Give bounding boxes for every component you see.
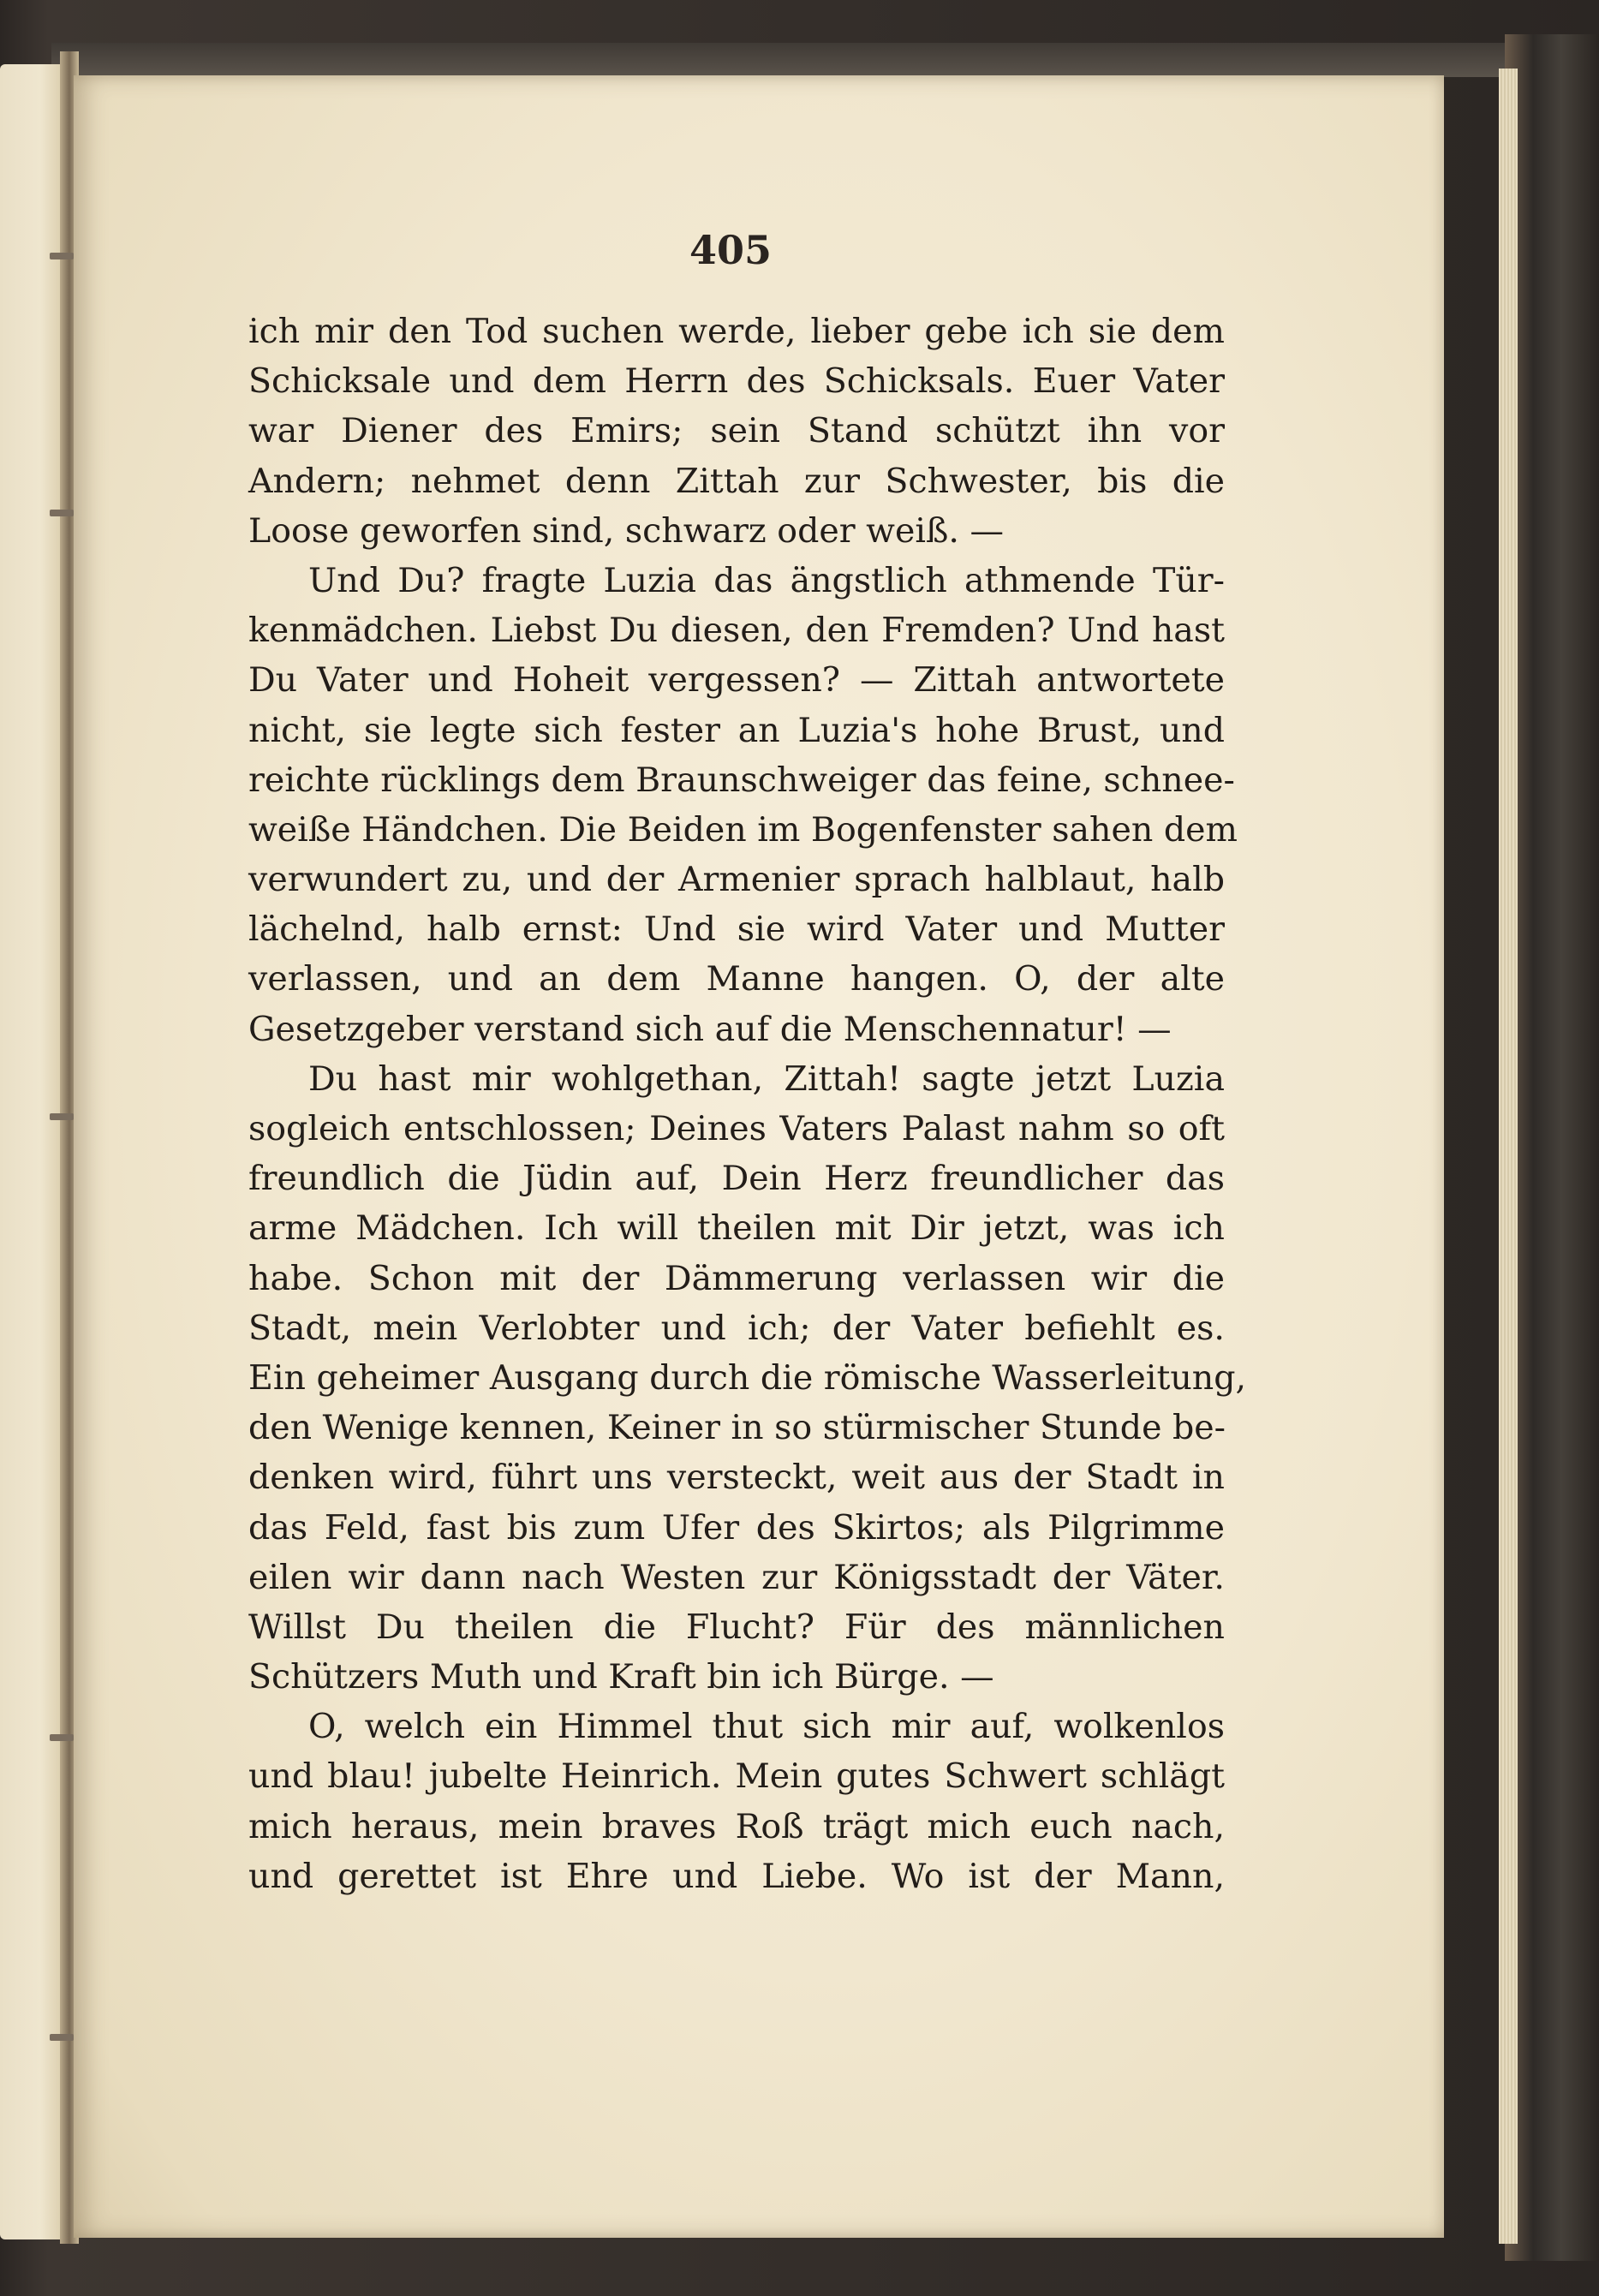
binding-thread-mark: [50, 510, 74, 516]
text-line: Du Vater und Hoheit vergessen? — Zittah antwortete: [248, 660, 1225, 701]
text-line: Schützers Muth und Kraft bin ich Bürge. —: [248, 1657, 994, 1697]
text-line: mich heraus, mein braves Roß trägt mich euch nach,: [248, 1806, 1225, 1846]
text-line: und gerettet ist Ehre und Liebe. Wo ist der Mann,: [248, 1856, 1225, 1896]
page-stack-edge: [1499, 69, 1518, 2244]
binding-thread-mark: [50, 253, 74, 259]
text-line: war Diener des Emirs; sein Stand schützt ihn vor: [248, 411, 1225, 451]
text-line: Loose geworfen sind, schwarz oder weiß. —: [248, 510, 1004, 551]
text-line: Andern; nehmet denn Zittah zur Schwester, bis die: [248, 461, 1225, 501]
binding-thread-mark: [50, 1113, 74, 1120]
text-line: habe. Schon mit der Dämmerung verlassen wir die: [248, 1258, 1225, 1298]
text-line: Und Du? fragte Luzia das ängstlich athmende Tür-: [308, 560, 1225, 600]
text-line: das Feld, fast bis zum Ufer des Skirtos; als Pilgrimme: [248, 1507, 1225, 1548]
text-line: Schicksale und dem Herrn des Schicksals. Euer Vater: [248, 361, 1225, 402]
text-line: und blau! jubelte Heinrich. Mein gutes Schwert schlägt: [248, 1756, 1225, 1797]
text-line: arme Mädchen. Ich will theilen mit Dir jetzt, was ich: [248, 1208, 1225, 1249]
text-line: reichte rücklings dem Braunschweiger das feine, schnee-: [248, 760, 1235, 800]
text-line: Ein geheimer Ausgang durch die römische Wasserleitung,: [248, 1357, 1247, 1398]
page-body-text: [248, 307, 1247, 1901]
text-line: Willst Du theilen die Flucht? Für des männlichen: [248, 1607, 1225, 1647]
text-line: freundlich die Jüdin auf, Dein Herz freundlicher das: [248, 1159, 1225, 1199]
binding-thread-mark: [50, 1734, 74, 1741]
text-line: nicht, sie legte sich fester an Luzia's hohe Brust, und: [248, 710, 1225, 750]
binding-thread-mark: [50, 2034, 74, 2041]
book-cover-right-edge: [1505, 34, 1599, 2261]
text-line: ich mir den Tod suchen werde, lieber gebe ich sie dem: [248, 312, 1225, 351]
text-line: kenmädchen. Liebst Du diesen, den Fremden? Und hast: [248, 611, 1225, 651]
text-line: verlassen, und an dem Manne hangen. O, der alte: [248, 959, 1225, 999]
text-line: den Wenige kennen, Keiner in so stürmischer Stunde be-: [248, 1408, 1226, 1448]
text-line: verwundert zu, und der Armenier sprach halblaut, halb: [248, 860, 1225, 900]
book-cover-top-edge: [51, 43, 1524, 77]
text-line: eilen wir dann nach Westen zur Königsstadt der Väter.: [248, 1557, 1225, 1597]
text-line: Du hast mir wohlgethan, Zittah! sagte jetzt Luzia: [308, 1059, 1225, 1099]
text-line: O, welch ein Himmel thut sich mir auf, wolkenlos: [308, 1707, 1225, 1747]
text-line: Gesetzgeber verstand sich auf die Menschennatur! —: [248, 1009, 1172, 1049]
text-line: denken wird, führt uns versteckt, weit aus der Stadt in: [248, 1458, 1225, 1498]
page-number: 405: [689, 227, 773, 273]
text-line: weiße Händchen. Die Beiden im Bogenfenster sahen dem: [248, 809, 1238, 850]
text-line: lächelnd, halb ernst: Und sie wird Vater und Mutter: [248, 909, 1225, 950]
previous-page-edge: [0, 64, 67, 2239]
text-line: Stadt, mein Verlobter und ich; der Vater befiehlt es.: [248, 1308, 1225, 1348]
text-line: sogleich entschlossen; Deines Vaters Palast nahm so oft: [248, 1109, 1225, 1148]
